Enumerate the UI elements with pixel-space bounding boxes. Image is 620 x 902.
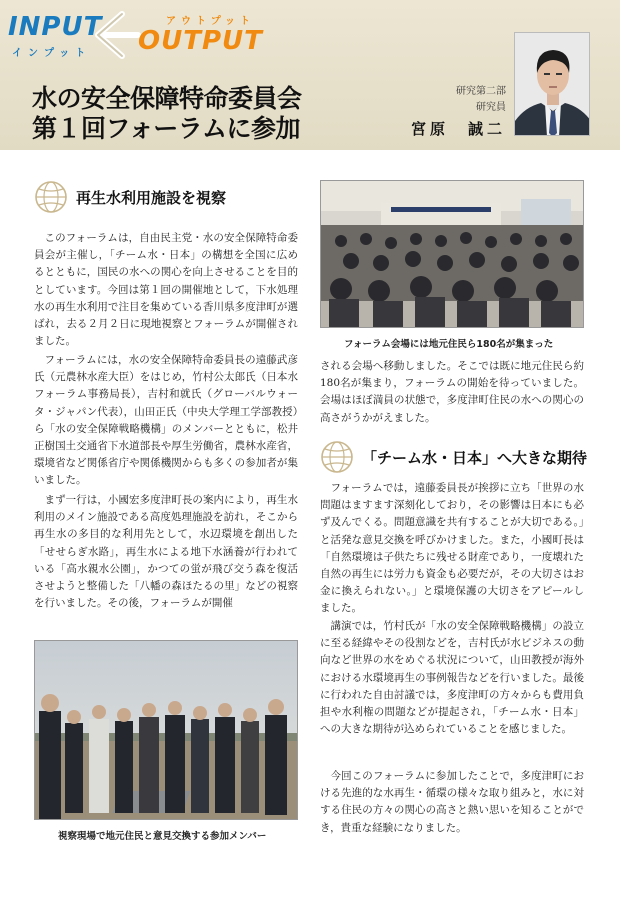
- paragraph-7: 今回このフォーラムに参加したことで，多度津町における先進的な水再生・循環の様々な取り組みと，水に対する住民の方々の関心の高さと熱い思いを知ることができ，貴重な経験になりました。: [320, 770, 584, 834]
- logo-output: OUTPUT: [138, 26, 263, 56]
- section-heading-1-label: 再生水利用施設を視察: [76, 188, 227, 207]
- author-info: [411, 84, 506, 139]
- author-role: 研究員: [476, 102, 506, 113]
- author-portrait: [514, 32, 590, 136]
- paragraph-4: される会場へ移動しました。そこでは既に地元住民ら約180名が集まり，フォーラムの開始を待っていました。会場はほぼ満員の状態で，多度津町住民の水への関心の高さがうかがえました。: [320, 360, 584, 424]
- portrait-illustration: [515, 33, 590, 136]
- title-line-1: 水の安全保障特命委員会: [32, 84, 302, 113]
- site-photo-caption: 視察現場で地元住民と意見交換する参加メンバー: [58, 831, 267, 842]
- author-department: 研究第二部: [456, 86, 506, 97]
- paragraph-2: フォーラムには，水の安全保障特命委員長の遠藤武彦氏（元農林水産大臣）をはじめ，竹村公太郎氏（日本水フォーラム事務局長），吉村和就氏（グローバルウォータ・ジャパン代表），山田正氏（中央大学理工学部教授）ら「水の安全保障戦略機構」のメンバーとともに，松井正樹国土交通省下水道部長や厚生労働省，農林水産省，環境省など関係省庁や関係機関からも多くの参加者が集いました。: [34, 354, 298, 487]
- paragraph-3: まず一行は，小國宏多度津町長の案内により，再生水利用のメイン施設である高度処理施設を訪れ，そこから再生水の多目的な利用先として，水辺環境を創出した「せせらぎ水路」，再生水による地下水涵養が行われている「高水親水公園」，かつての蛍が飛び交う森を復活させようと整備した「八幡の森ほたるの里」などの視察を行いました。その後，フォーラムが開催: [34, 494, 298, 610]
- title-line-2: 第１回フォーラムに参加: [32, 114, 301, 143]
- logo-input-kana: インプット: [12, 48, 92, 59]
- logo-input: INPUT: [8, 12, 103, 42]
- forum-photo-caption: フォーラム会場には地元住民ら180名が集まった: [344, 339, 554, 350]
- globe-icon: [34, 180, 68, 214]
- paragraph-5: フォーラムでは，遠藤委員長が挨拶に立ち「世界の水問題はますます深刻化しており，その影響は日本にも必ず及んでくる。問題意識を共有することが大切である。」と活発な意見交換を呼びかけました。また，小國町長は「自然環境は子供たちに残せる財産であり，一度壊れた自然の再生には労力も資金も必要だが，その大切さはお金に換えられない。」と環境保護の大切さをアピールしました。: [320, 482, 584, 615]
- section-heading-2-label: 「チーム水・日本」へ大きな期待: [362, 448, 588, 467]
- forum-venue-photo: [320, 180, 584, 328]
- forum-venue-photo-illustration: [321, 181, 584, 328]
- site-visit-photo: [34, 640, 298, 820]
- author-name: 宮原 誠二: [410, 120, 506, 138]
- article-header: [0, 0, 620, 150]
- site-visit-photo-illustration: [35, 641, 298, 820]
- paragraph-1: このフォーラムは，自由民主党・水の安全保障特命委員会が主催し，「チーム水・日本」の構想を全国に広めるとともに，国民の水への関心を向上させることを目的としています。今回は第１回の開催地として，下水処理水の再生水利用で注目を集めている香川県多度津町が選ばれ，去る２月２日に現地視察とフォーラムが開催されました。: [34, 232, 298, 348]
- paragraph-6: 講演では，竹村氏が「水の安全保障戦略機構」の設立に至る経緯やその役割などを，吉村氏が水ビジネスの動向など世界の水をめぐる状況について，山田教授が海外における水環境再生の事例報告などを行いました。最後に行われた自由討議では，多度津町の方々からも費用負担や水利権の問題などが提起され，「チーム水・日本」への大きな期待が込められていることを感じました。: [320, 620, 584, 736]
- section-heading-1: [34, 180, 226, 214]
- page-title: [32, 84, 392, 144]
- logo-output-kana: アウトプット: [166, 16, 255, 27]
- section-heading-2: [320, 440, 587, 474]
- globe-icon: [320, 440, 354, 474]
